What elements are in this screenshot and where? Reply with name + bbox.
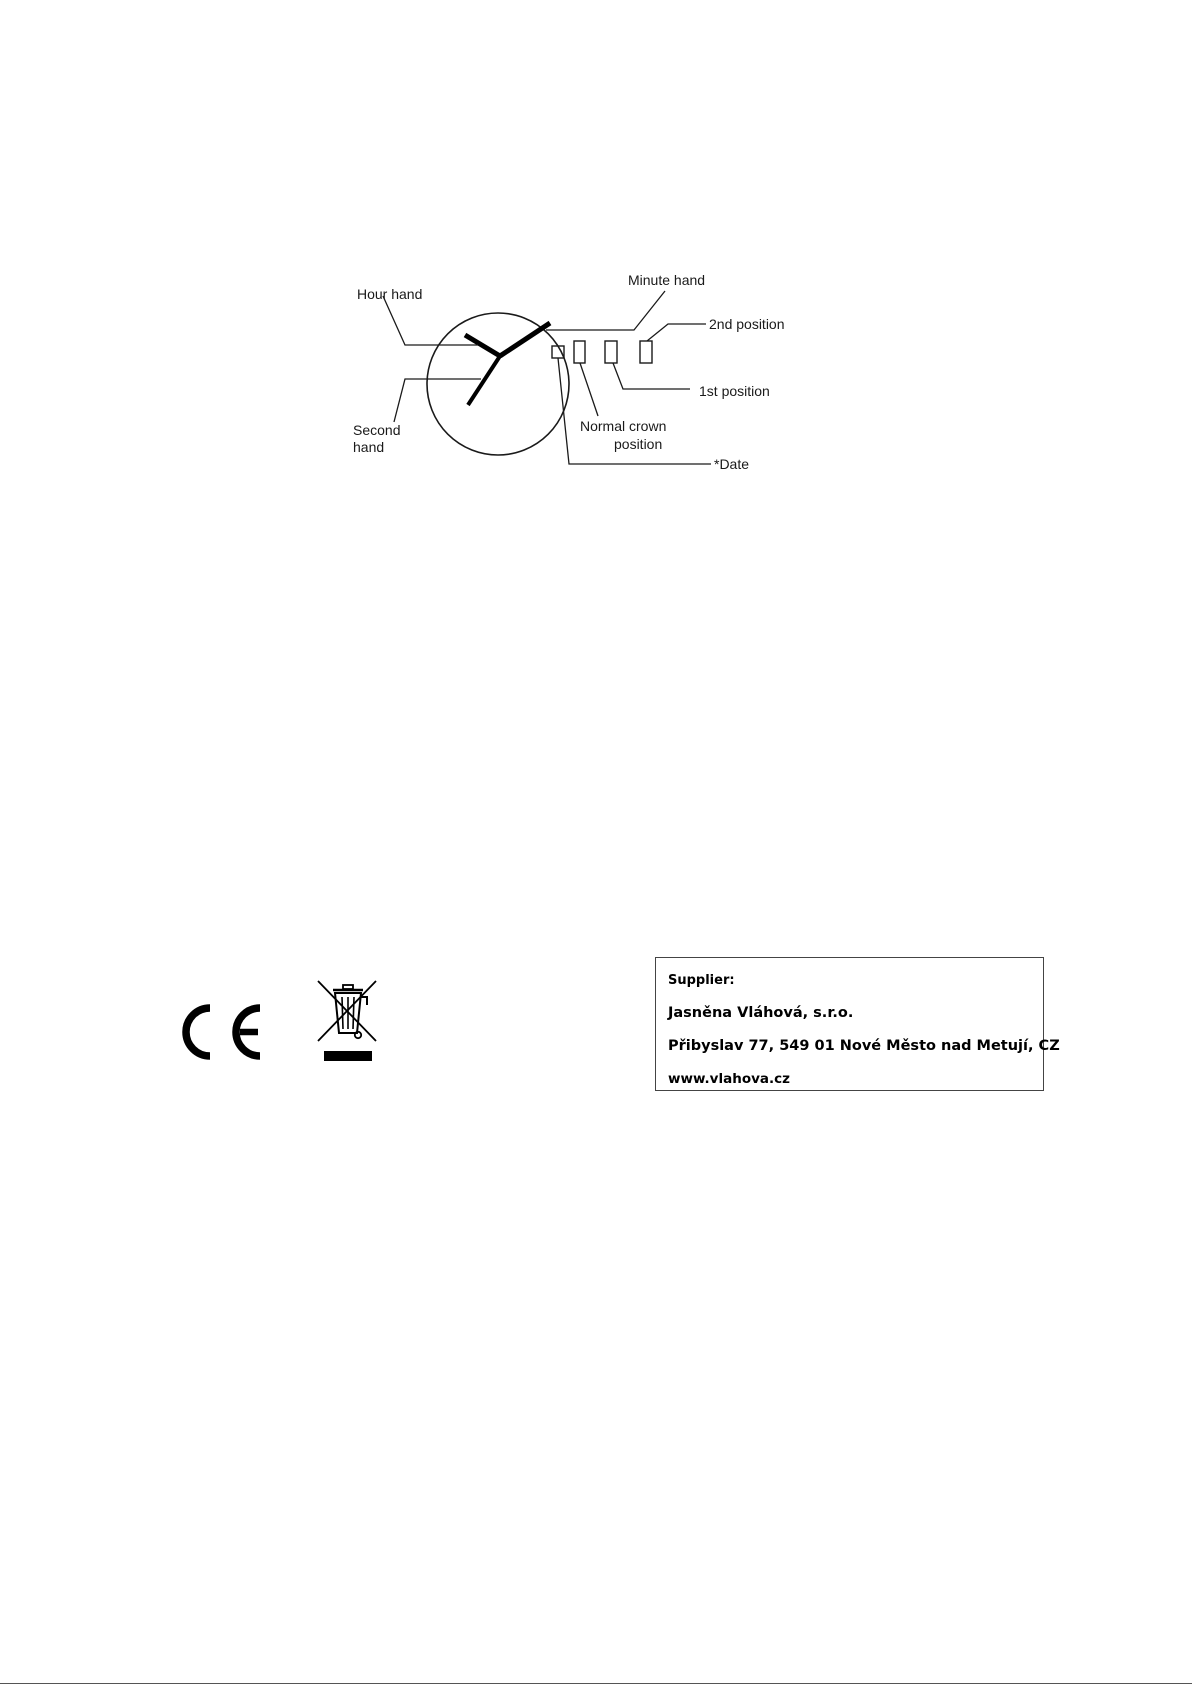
first-position-leader: [613, 363, 690, 389]
second-position-leader: [647, 324, 706, 341]
crown-first-position: [605, 341, 617, 363]
minute-hand-label: Minute hand: [628, 272, 706, 288]
normal-crown-label-line1: Normal crown: [580, 418, 667, 434]
first-position-label: 1st position: [699, 383, 770, 399]
hour-hand-label: Hour hand: [357, 286, 423, 302]
crown-second-position: [640, 341, 652, 363]
second-hand-label-line1: Second: [353, 422, 401, 438]
page-bottom-rule: [0, 1683, 1192, 1684]
watch-dial: [427, 313, 569, 455]
minute-hand-leader: [546, 291, 665, 330]
watch-crown-diagram: [0, 0, 1192, 520]
normal-crown-leader: [580, 363, 598, 416]
second-hand-label-line2: hand: [353, 439, 385, 455]
normal-crown-label-line2: position: [614, 436, 663, 452]
compliance-marks: [170, 975, 400, 1075]
crown-normal-position: [574, 341, 585, 363]
ce-mark-icon: [186, 1008, 260, 1056]
supplier-address: Přibyslav 77, 549 01 Nové Město nad Metují, CZ: [668, 1038, 1060, 1054]
supplier-website: www.vlahova.cz: [668, 1071, 791, 1087]
supplier-info-box: [655, 957, 1060, 1091]
second-position-label: 2nd position: [709, 316, 785, 332]
second-hand: [468, 356, 500, 405]
minute-hand: [500, 323, 550, 356]
supplier-name: Jasněna Vláhová, s.r.o.: [668, 1005, 854, 1021]
date-label: *Date: [714, 456, 750, 472]
supplier-heading: Supplier:: [668, 973, 735, 988]
second-hand-leader: [394, 379, 481, 422]
hour-hand-leader: [383, 296, 478, 345]
crossed-out-wheelie-bin-icon: [318, 981, 376, 1061]
